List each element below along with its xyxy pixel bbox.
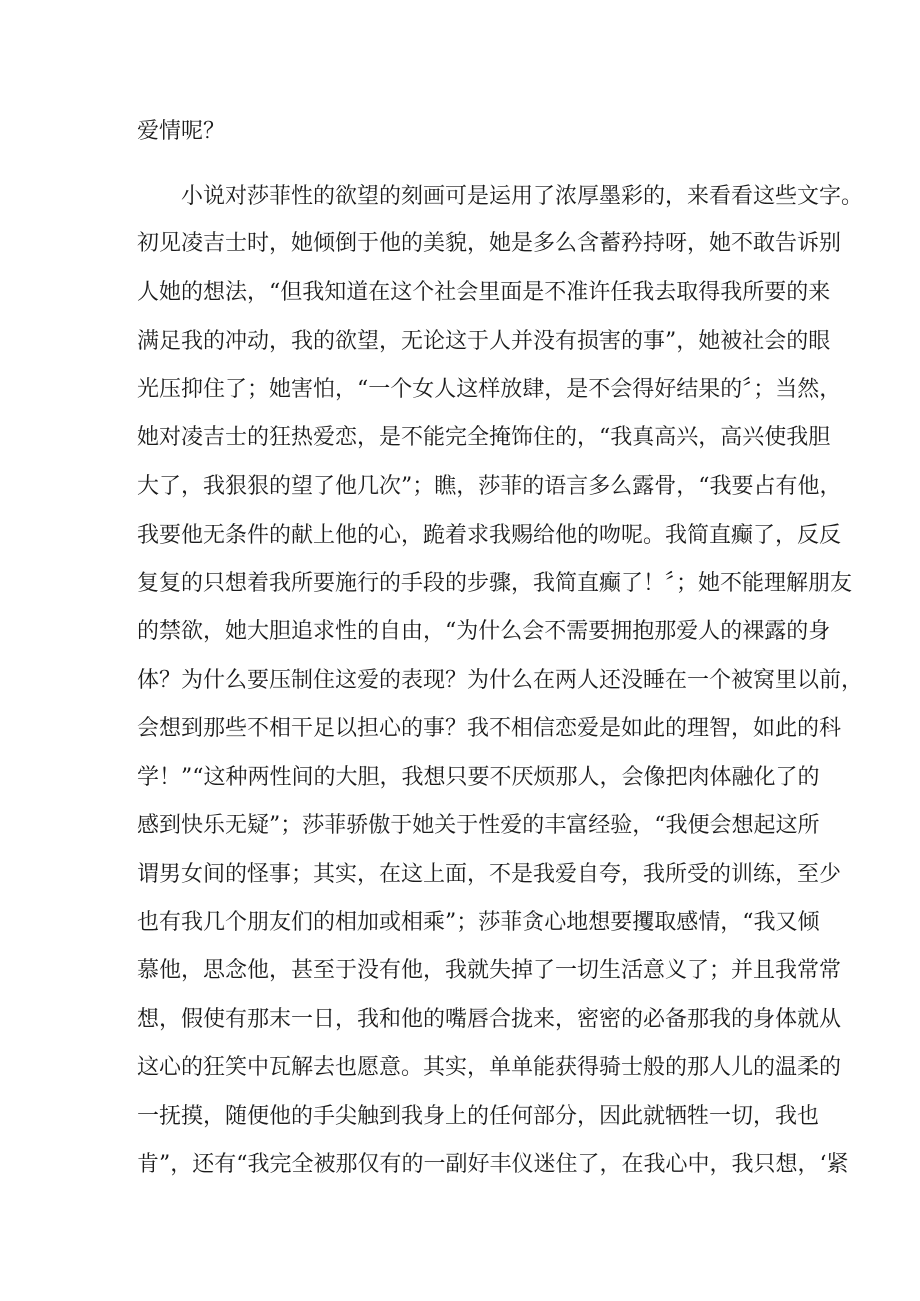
text-line: 的禁欲，她大胆追求性的自由，“为什么会不需要拥抱那爱人的裸露的身 <box>137 619 831 644</box>
text-line: 她对凌吉士的狂热爱恋，是不能完全掩饰住的，“我真高兴，高兴使我胆 <box>137 425 831 450</box>
text-line: 爱情呢？ <box>137 119 226 144</box>
text-line: 初见凌吉士时，她倾倒于他的美貌，她是多么含蓄矜持呀，她不敢告诉别 <box>137 231 842 256</box>
text-line: 谓男女间的怪事；其实，在这上面，不是我爱自夸，我所受的训练，至少 <box>137 862 842 887</box>
text-line: 慕他，思念他，甚至于没有他，我就失掉了一切生活意义了；并且我常常 <box>137 958 842 983</box>
text-line: 复复的只想着我所要施行的手段的步骤，我简直癫了！〞；她不能理解朋友 <box>137 571 853 596</box>
text-line: 我要他无条件的献上他的心，跪着求我赐给他的吻呢。我简直癫了，反反 <box>137 523 842 548</box>
text-line: 也有我几个朋友们的相加或相乘”；莎菲贪心地想要攫取感情，“我又倾 <box>137 910 820 935</box>
text-line: 人她的想法，“但我知道在这个社会里面是不准许任我去取得我所要的来 <box>137 280 831 305</box>
text-line: 学！”“这种两性间的大胆，我想只要不厌烦那人，会像把肉体融化了的 <box>137 765 820 790</box>
text-line: 大了，我狠狠的望了他几次”；瞧，莎菲的语言多么露骨，“我要占有他， <box>137 474 842 499</box>
text-line: 肯”，还有“我完全被那仅有的一副好丰仪迷住了，在我心中，我只想，‘紧 <box>137 1152 849 1177</box>
text-line: 光压抑住了；她害怕，“一个女人这样放肆，是不会得好结果的〞；当然， <box>137 377 842 402</box>
text-line: 体？为什么要压制住这爱的表现？为什么在两人还没睡在一个被窝里以前， <box>137 668 864 693</box>
text-line: 这心的狂笑中瓦解去也愿意。其实，单单能获得骑士般的那人儿的温柔的 <box>137 1055 842 1080</box>
text-line: 感到快乐无疑”；莎菲骄傲于她关于性爱的丰富经验，“我便会想起这所 <box>137 813 820 838</box>
text-line: 小说对莎菲性的欲望的刻画可是运用了浓厚墨彩的，来看看这些文字。 <box>181 184 864 209</box>
text-line: 会想到那些不相干足以担心的事？我不相信恋爱是如此的理智，如此的科 <box>137 716 842 741</box>
text-line: 满足我的冲动，我的欲望，无论这于人并没有损害的事”，她被社会的眼 <box>137 329 831 354</box>
text-line: 想，假使有那末一日，我和他的嘴唇合拢来，密密的必备那我的身体就从 <box>137 1007 842 1032</box>
text-line: 一抚摸，随便他的手尖触到我身上的任何部分，因此就牺牲一切，我也 <box>137 1104 820 1129</box>
